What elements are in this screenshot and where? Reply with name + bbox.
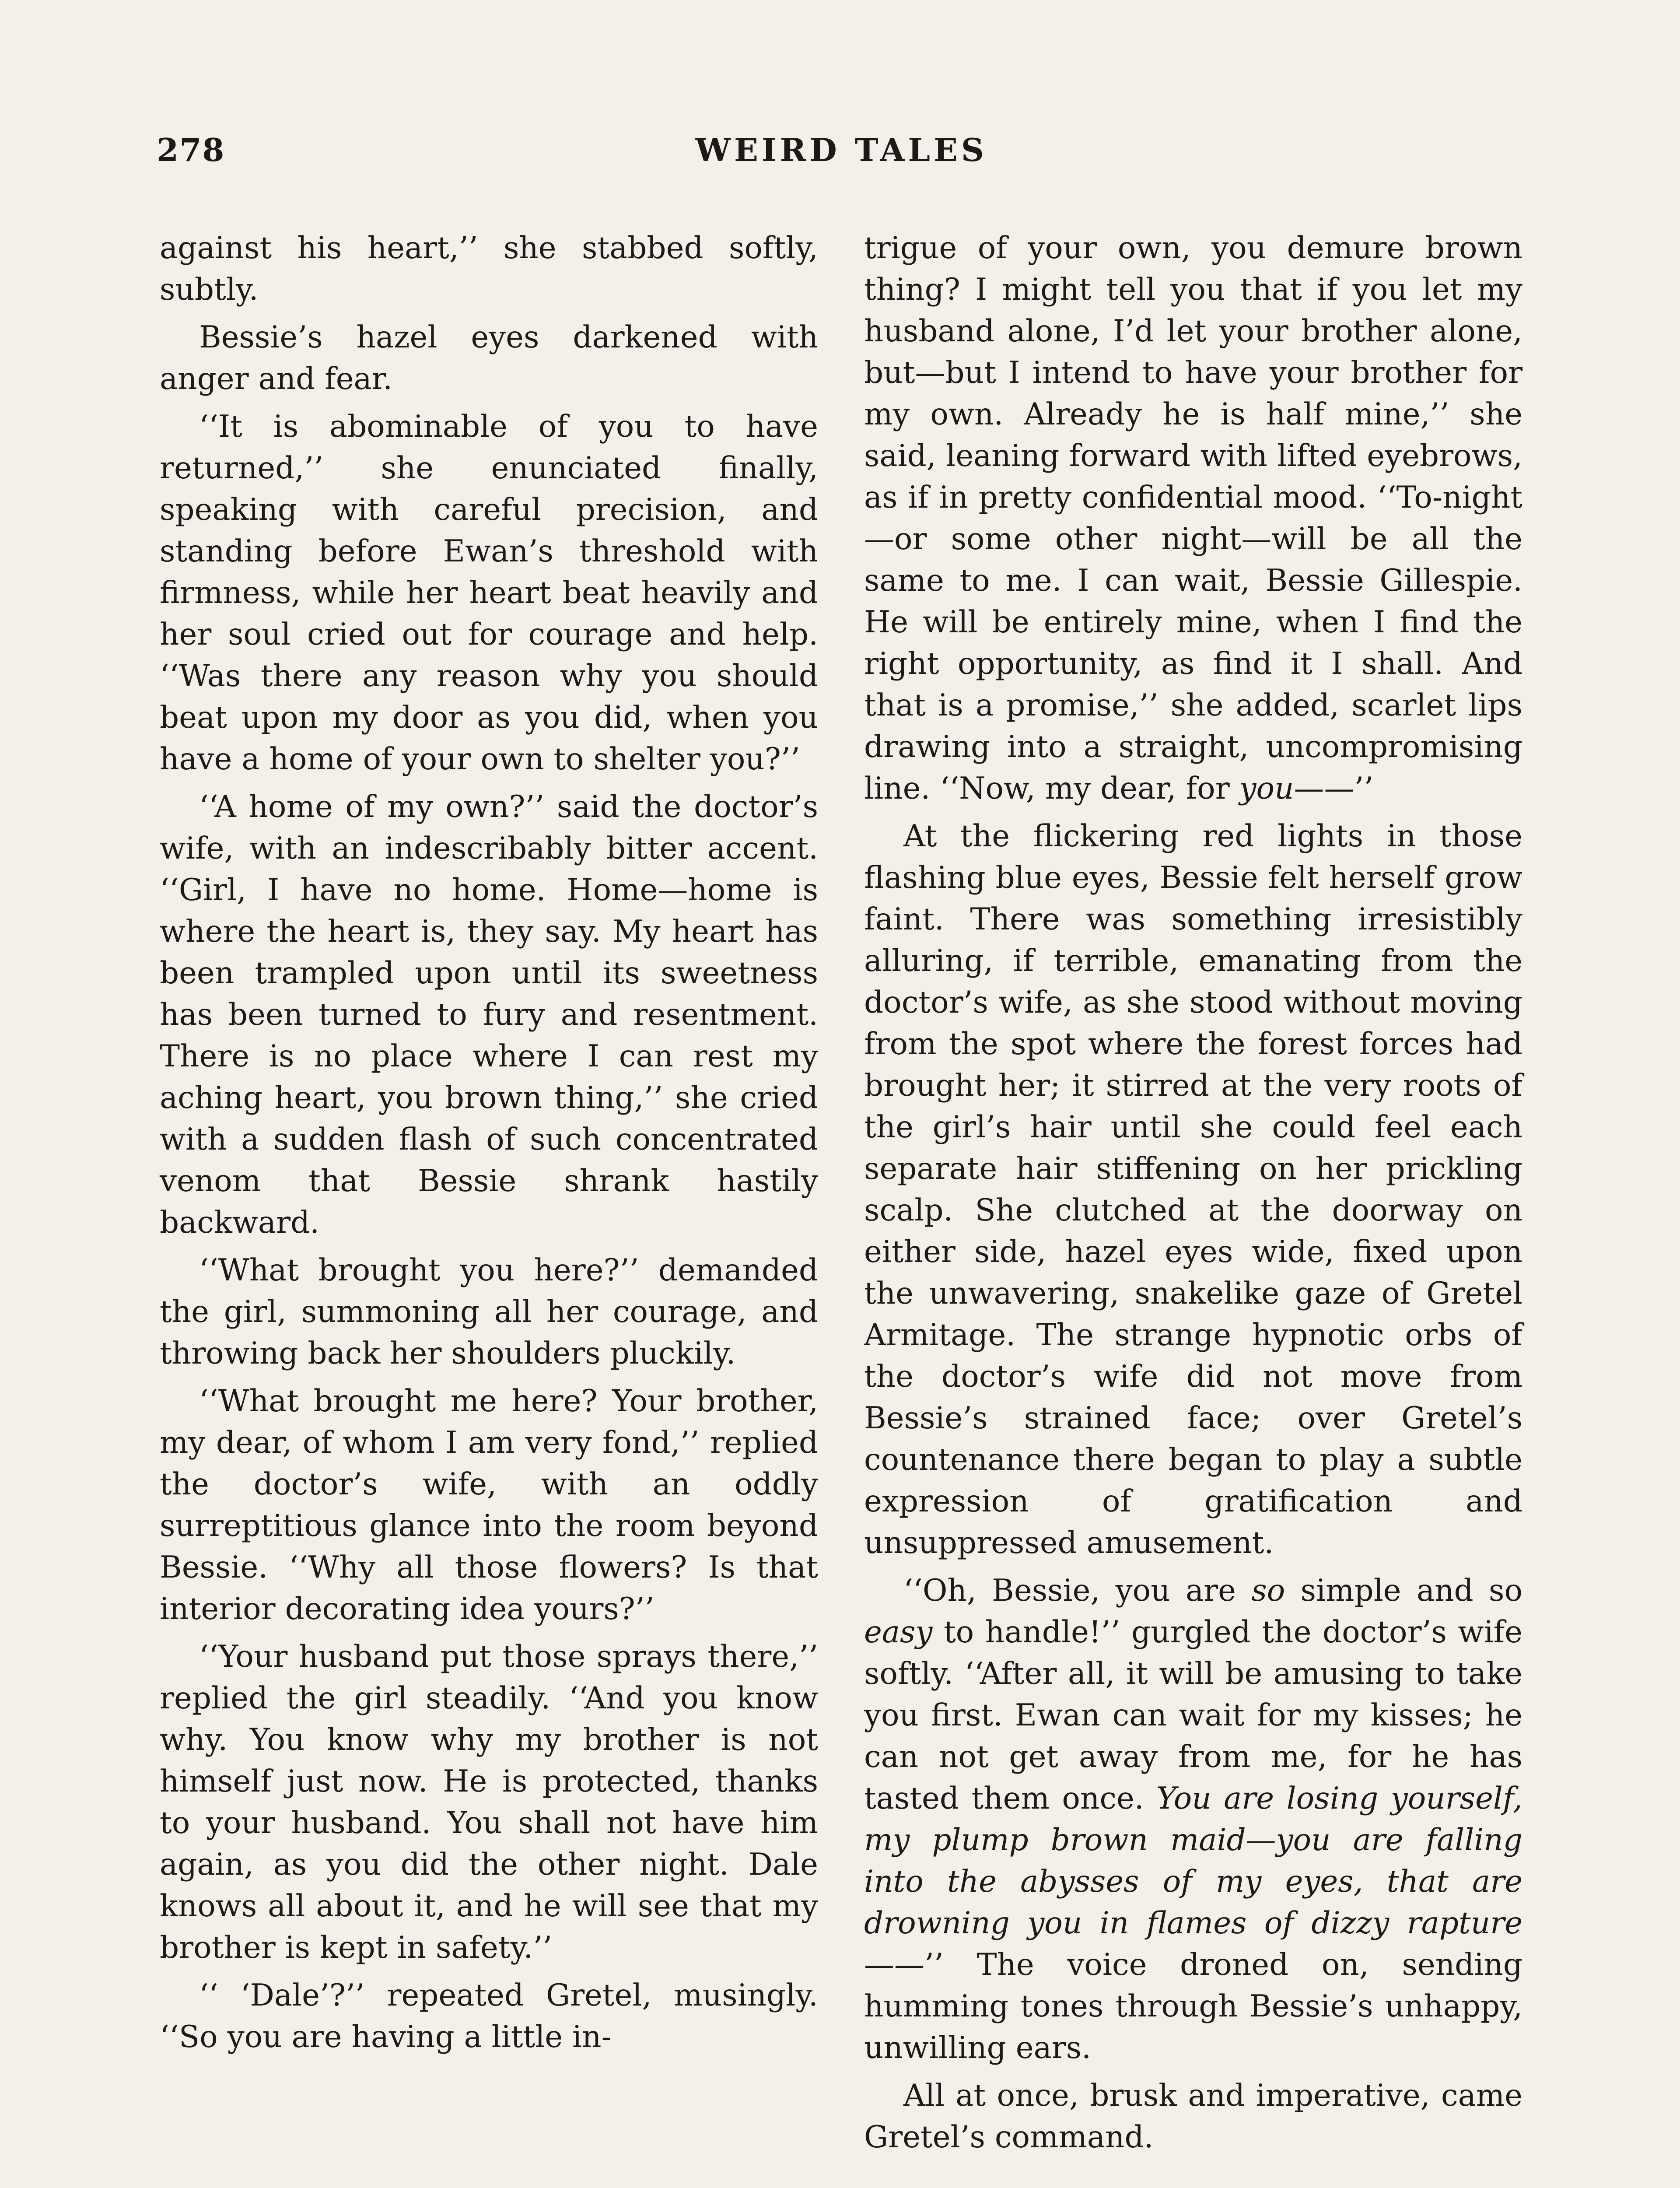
italic-run: so [1251, 1573, 1285, 1608]
text-run: ——’’ [1294, 771, 1374, 806]
paragraph: Bessie’s hazel eyes darkened with anger and fear. [160, 320, 818, 396]
paragraph [864, 1570, 1522, 2069]
paragraph: ‘‘What brought you here?’’ demanded the girl, summoning all her courage, and throwing back her shoulders pluckily. [160, 1253, 818, 1371]
text-run: trigue of your own, you demure brown thing? I might tell you that if you let my husband alone, I’d let your brother alone, but—but I intend to have your brother for my own. Already he is half mine,’’ she said, leaning forward with lifted eyebrows, as if in pretty confidential mood. ‘‘To-night—or some other night—will be all the same to me. I can wait, Bessie Gillespie. He will be entirely mine, when I find the right opportunity, as find it I shall. And that is a promise,’’ she added, scarlet lips drawing into a straight, uncompromising line. ‘‘Now, my dear, for [864, 231, 1522, 806]
italic-run: You are losing yourself, my plump brown maid—you are falling into the abysses of my eyes, that are drowning you in flames of dizzy rapture—— [864, 1781, 1522, 1982]
paragraph: ‘‘ ‘Dale’?’’ repeated Gretel, musingly. ‘‘So you are having a little in- [160, 1978, 818, 2055]
page-number: 278 [157, 131, 225, 168]
paragraph: against his heart,’’ she stabbed softly, subtly. [160, 231, 818, 307]
paragraph: ‘‘Your husband put those sprays there,’’ replied the girl steadily. ‘‘And you know why. You know why my brother is not himself just now. He is protected, thanks to your husband. You shall not have him again, as you did the other night. Dale knows all about it, and he will see that my brother is kept in safety.’’ [160, 1639, 818, 1965]
left-column [160, 228, 818, 2064]
page-header [157, 131, 1526, 184]
italic-run: easy [864, 1615, 933, 1650]
text-run: ’’ The voice droned on, sending humming tones through Bessie’s unhappy, unwilling ears. [864, 1947, 1522, 2065]
italic-run: you [1239, 771, 1294, 806]
text-run: to handle!’’ gurgled the doctor’s wife softly. ‘‘After all, it will be amusing to take you first. Ewan can wait for my kisses; he can not get away from me, for he has tasted them once. [864, 1615, 1522, 1816]
paragraph: At the flickering red lights in those flashing blue eyes, Bessie felt herself grow faint. There was something irresistibly alluring, if terrible, emanating from the doctor’s wife, as she stood without moving from the spot where the forest forces had brought her; it stirred at the very roots of the girl’s hair until she could feel each separate hair stiffening on her prickling scalp. She clutched at the doorway on either side, hazel eyes wide, fixed upon the unwavering, snakelike gaze of Gretel Armitage. The strange hypnotic orbs of the doctor’s wife did not move from Bessie’s strained face; over Gretel’s countenance there began to play a subtle expression of gratification and unsuppressed amusement. [864, 819, 1522, 1560]
right-column [864, 228, 1522, 2164]
paragraph: ‘‘What brought me here? Your brother, my dear, of whom I am very fond,’’ replied the doctor’s wife, with an oddly surreptitious glance into the room beyond Bessie. ‘‘Why all those flowers? Is that interior decorating idea yours?’’ [160, 1384, 818, 1627]
paragraph [864, 228, 1522, 810]
paragraph: ‘‘It is abominable of you to have returned,’’ she enunciated finally, speaking with careful precision, and standing before Ewan’s threshold with firmness, while her heart beat heavily and her soul cried out for courage and help. ‘‘Was there any reason why you should beat upon my door as you did, when you have a home of your own to shelter you?’’ [160, 409, 818, 777]
running-title: WEIRD TALES [695, 131, 987, 168]
paragraph: ‘‘A home of my own?’’ said the doctor’s wife, with an indescribably bitter accent. ‘‘Girl, I have no home. Home—home is where the heart is, they say. My heart has been trampled upon until its sweetness has been turned to fury and resentment. There is no place where I can rest my aching heart, you brown thing,’’ she cried with a sudden flash of such concentrated venom that Bessie shrank hastily backward. [160, 789, 818, 1240]
text-run: simple and so [1285, 1573, 1522, 1608]
paragraph: All at once, brusk and imperative, came Gretel’s command. [864, 2078, 1522, 2155]
text-run: ‘‘Oh, Bessie, you are [903, 1573, 1252, 1608]
